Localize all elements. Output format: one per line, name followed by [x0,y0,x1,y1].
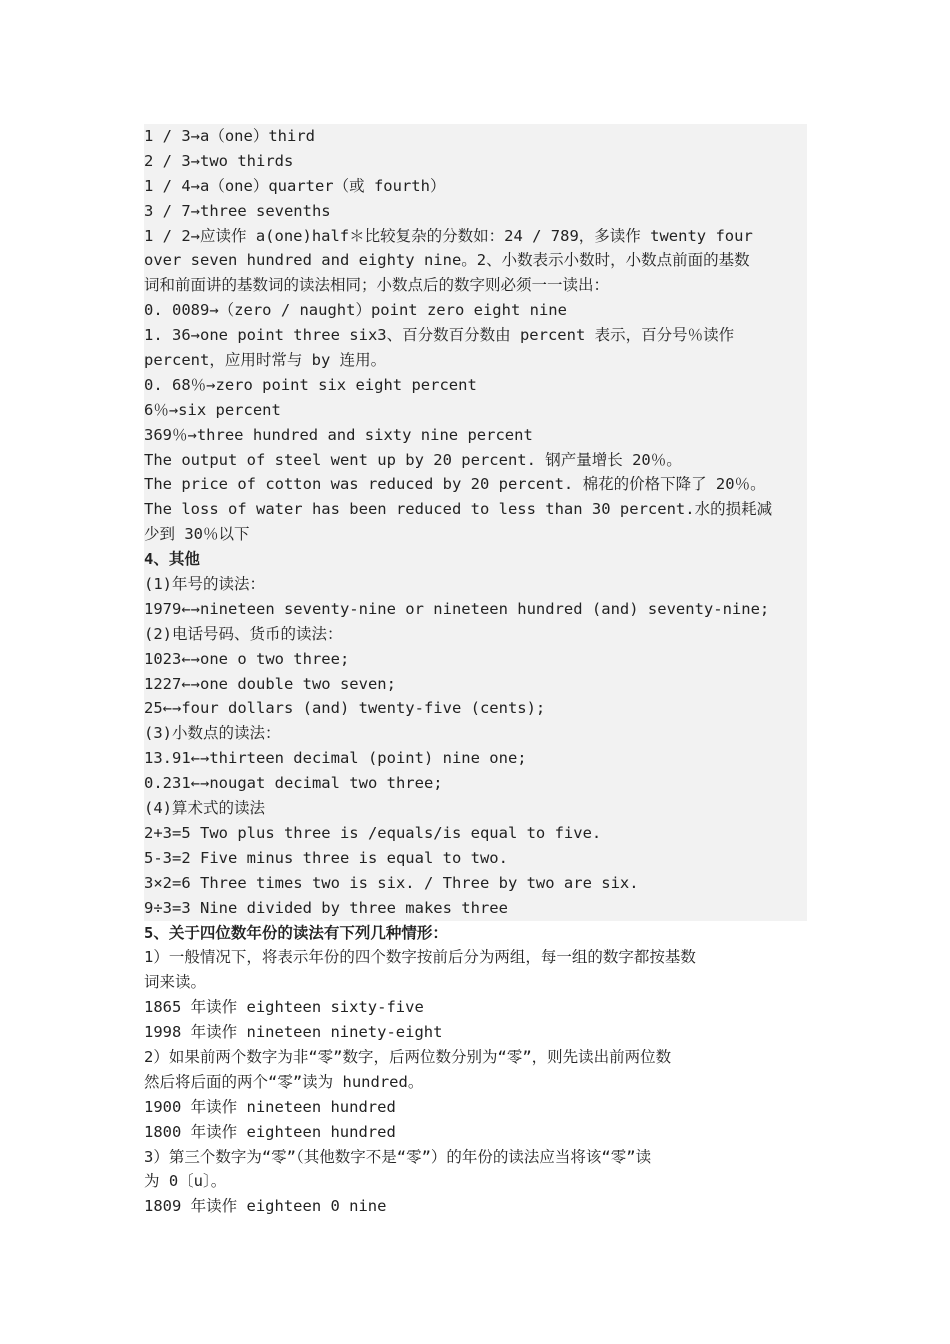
text-line: 1809 年读作 eighteen 0 nine [144,1197,387,1216]
text-line: 1865 年读作 eighteen sixty-five [144,998,424,1017]
text-line: 2 / 3→two thirds [144,151,294,170]
text-line: 6％→six percent [144,400,281,419]
text-line: 1 / 3→a（one）third [144,127,315,145]
text-line: 词和前面讲的基数词的读法相同；小数点后的数字则必须一一读出： [144,276,610,295]
text-line: 1. 36→one point three six3、百分数百分数由 percent 表示，百分号％读作 [144,326,735,345]
text-line: 词来读。 [144,973,207,992]
shaded-text-block [144,124,807,921]
text-line: 1998 年读作 nineteen ninety-eight [144,1023,443,1042]
text-line: 13.91←→thirteen decimal (point) nine one; [144,749,527,768]
text-line: (4)算术式的读法 [144,799,265,818]
text-line: The output of steel went up by 20 percent. 钢产量增长 20％。 [144,450,682,469]
text-line: 1800 年读作 eighteen hundred [144,1122,396,1141]
text-line: 4、其他 [144,550,200,569]
text-line: 0. 68％→zero point six eight percent [144,375,477,394]
text-line: 0. 0089→（zero / naught）point zero eight nine [144,301,567,320]
text-line: (1)年号的读法： [144,575,265,594]
text-line: 369％→three hundred and sixty nine percent [144,425,533,444]
text-line: 5-3=2 Five minus three is equal to two. [144,848,508,867]
text-line: 25←→four dollars (and) twenty-five (cents); [144,699,546,718]
text-line: percent，应用时常与 by 连用。 [144,351,387,370]
document-body [144,124,807,1219]
text-line: 1 / 2→应读作 a(one)half＊比较复杂的分数如：24 / 789，多读作 twenty four [144,226,753,245]
text-line: 3×2=6 Three times two is six. / Three by two are six. [144,873,639,892]
text-line: The price of cotton was reduced by 20 percent. 棉花的价格下降了 20％。 [144,475,766,494]
text-line: 为 0〔u〕。 [144,1172,227,1191]
text-line: 1900 年读作 nineteen hundred [144,1097,396,1116]
text-line: 1227←→one double two seven; [144,674,396,693]
text-line: 少到 30％以下 [144,525,250,544]
text-line: 然后将后面的两个“零”读为 hundred。 [144,1072,424,1091]
text-line: 1023←→one o two three; [144,649,350,668]
text-line: 1）一般情况下，将表示年份的四个数字按前后分为两组，每一组的数字都按基数 [144,948,696,967]
text-line: The loss of water has been reduced to less than 30 percent.水的损耗减 [144,500,773,519]
text-line: 0.231←→nougat decimal two three; [144,774,443,793]
text-line: over seven hundred and eighty nine。2、小数表示小数时，小数点前面的基数 [144,251,750,270]
text-line: (3)小数点的读法： [144,724,281,743]
text-line: 5、关于四位数年份的读法有下列几种情形： [144,923,448,942]
text-line: 1 / 4→a（one）quarter（或 fourth） [144,176,446,195]
text-line: (2)电话号码、货币的读法： [144,624,343,643]
plain-text-block [144,921,807,1220]
text-line: 1979←→nineteen seventy-nine or nineteen hundred (and) seventy-nine; [144,599,770,618]
text-line: 3）第三个数字为“零”（其他数字不是“零”）的年份的读法应当将该“零”读 [144,1147,652,1166]
text-line: 3 / 7→three sevenths [144,201,331,220]
text-line: 2）如果前两个数字为非“零”数字，后两位数分别为“零”，则先读出前两位数 [144,1047,672,1066]
text-line: 9÷3=3 Nine divided by three makes three [144,898,508,917]
text-line: 2+3=5 Two plus three is /equals/is equal to five. [144,823,602,842]
